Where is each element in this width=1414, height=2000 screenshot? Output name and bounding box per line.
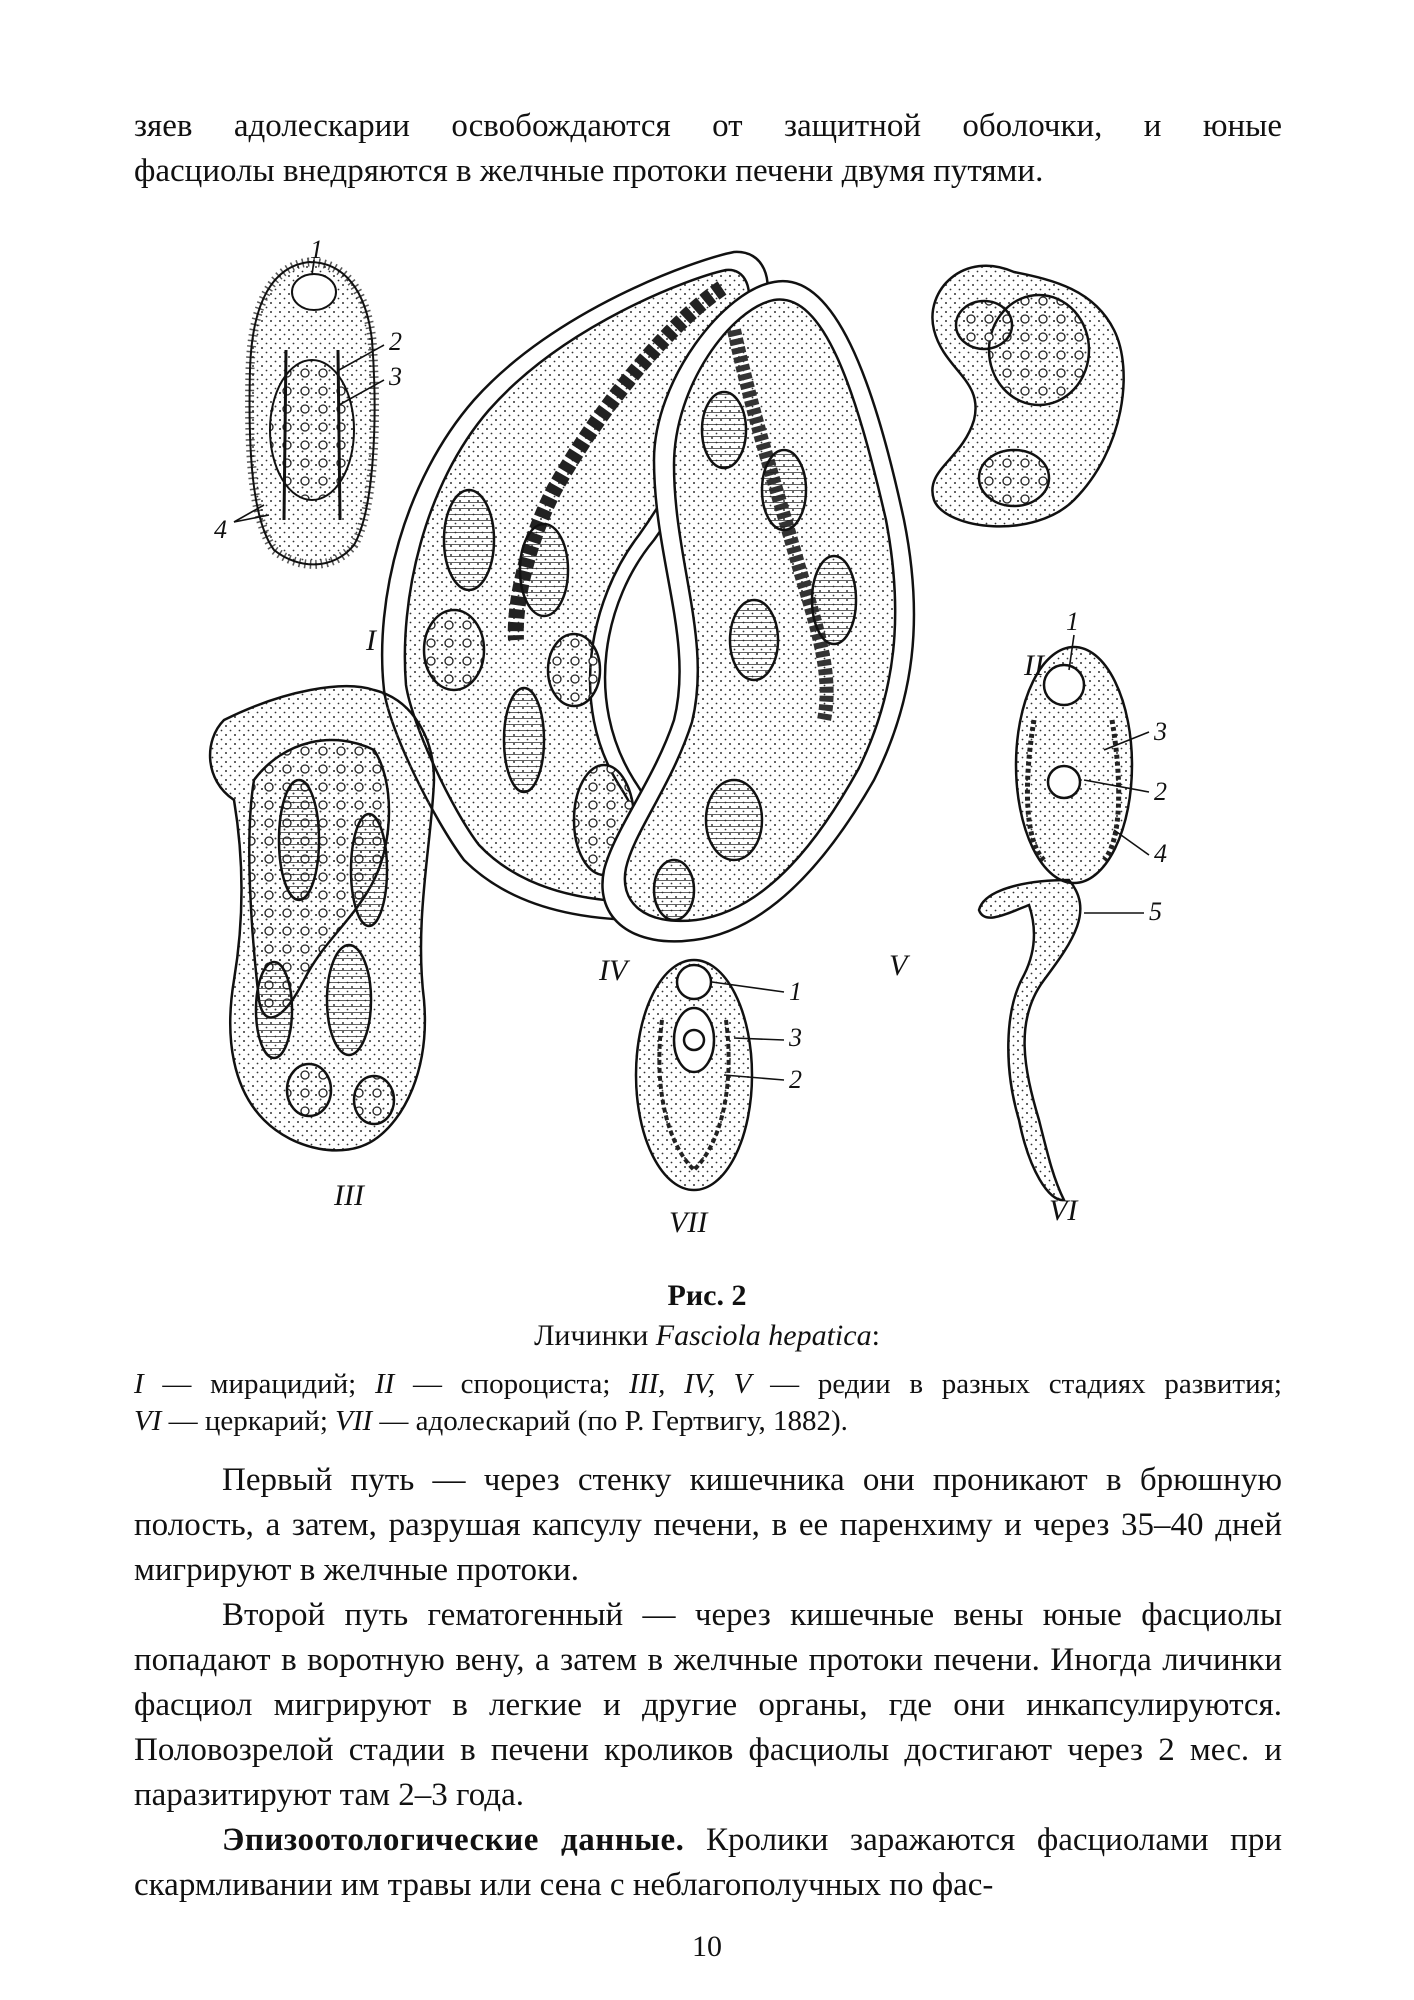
figure-label-vi: VI bbox=[1049, 1194, 1078, 1227]
legend-key-vii: VII bbox=[335, 1405, 373, 1437]
miracidium-drawing bbox=[250, 262, 375, 564]
paragraph-epizootology-text: Кролики заражаются фасциолами при скармливании им травы или сена с неблагополучных по фас- bbox=[134, 1822, 1282, 1903]
part-number-3-miracidium: 3 bbox=[389, 362, 402, 391]
figure-label-iv: IV bbox=[599, 954, 628, 987]
part-number-4-miracidium: 4 bbox=[214, 515, 227, 544]
part-number-3-adolescaria: 3 bbox=[789, 1023, 802, 1052]
caption-subtitle-suffix: : bbox=[871, 1319, 880, 1352]
cercaria-drawing bbox=[979, 647, 1132, 1200]
part-number-1-adolescaria: 1 bbox=[789, 977, 802, 1006]
legend-line-2 bbox=[134, 1405, 848, 1437]
legend-key-vi: VI bbox=[134, 1405, 162, 1437]
figure-label-vii: VII bbox=[669, 1206, 708, 1239]
page-number: 10 bbox=[692, 1930, 722, 1963]
paragraph-epizootology bbox=[134, 1818, 1282, 1908]
figure-label-ii: II bbox=[1024, 649, 1044, 682]
part-number-1-cercaria: 1 bbox=[1066, 607, 1079, 636]
adolescaria-drawing bbox=[636, 960, 752, 1190]
figure-caption-subtitle bbox=[0, 1318, 1414, 1354]
top-line-1: зяев адолескарии освобождаются от защитной оболочки, и юные bbox=[134, 108, 1282, 144]
paragraph-first-path: Первый путь — через стенку кишечника они проникают в брюшную полость, а затем, разрушая капсулу печени, в ее паренхиму и через 35–40 дней мигрируют в желчные протоки. bbox=[134, 1462, 1282, 1588]
figure-legend bbox=[134, 1366, 1282, 1440]
redia-iii-drawing bbox=[210, 686, 434, 1150]
top-line-2: фасциолы внедряются в желчные протоки печени двумя путями. bbox=[134, 153, 1044, 189]
part-number-3-cercaria: 3 bbox=[1154, 717, 1167, 746]
legend-text-vii: — адолескарий (по Р. Гертвигу, 1882). bbox=[372, 1405, 848, 1437]
legend-line-1 bbox=[134, 1366, 1282, 1403]
legend-key-iii-iv-v: III, IV, V bbox=[629, 1368, 752, 1400]
part-number-4-cercaria: 4 bbox=[1154, 839, 1167, 868]
caption-species-name: Fasciola hepatica bbox=[655, 1319, 872, 1352]
part-number-5-cercaria: 5 bbox=[1149, 897, 1162, 926]
legend-text-vi: — церкарий; bbox=[161, 1405, 336, 1437]
heading-epizootology: Эпизоотологические данные. bbox=[222, 1822, 685, 1858]
sporocyst-drawing bbox=[932, 266, 1123, 527]
legend-text-iii-iv-v: — редии в разных стадиях развития; bbox=[751, 1368, 1282, 1400]
figure-caption-title: Рис. 2 bbox=[667, 1279, 747, 1312]
part-number-2-adolescaria: 2 bbox=[789, 1065, 802, 1094]
paragraph-second-path: Второй путь гематогенный — через кишечные вены юные фасциолы попадают в воротную вену, а затем в желчные протоки печени. Иногда личинки фасциол мигрируют в легкие и другие органы, где они инкапсулируются. Половозрелой стадии в печени кроликов фасциолы достигают через 2 мес. и паразитируют там 2–3 года. bbox=[134, 1597, 1282, 1813]
legend-key-i: I bbox=[134, 1368, 144, 1400]
figure-larvae bbox=[134, 220, 1282, 1260]
part-number-1-miracidium: 1 bbox=[310, 235, 323, 264]
part-number-2-cercaria: 2 bbox=[1154, 777, 1167, 806]
body-text bbox=[134, 1458, 1282, 1908]
top-paragraph bbox=[134, 104, 1282, 194]
figure-label-v: V bbox=[889, 949, 908, 982]
legend-text-i: — мирацидий; bbox=[143, 1368, 375, 1400]
figure-label-i: I bbox=[366, 624, 376, 657]
figure-label-iii: III bbox=[334, 1179, 364, 1212]
figure-drawing bbox=[134, 220, 1282, 1260]
legend-text-ii: — спороциста; bbox=[394, 1368, 630, 1400]
part-number-2-miracidium: 2 bbox=[389, 327, 402, 356]
caption-subtitle-prefix: Личинки bbox=[534, 1319, 656, 1352]
legend-key-ii: II bbox=[374, 1368, 395, 1400]
